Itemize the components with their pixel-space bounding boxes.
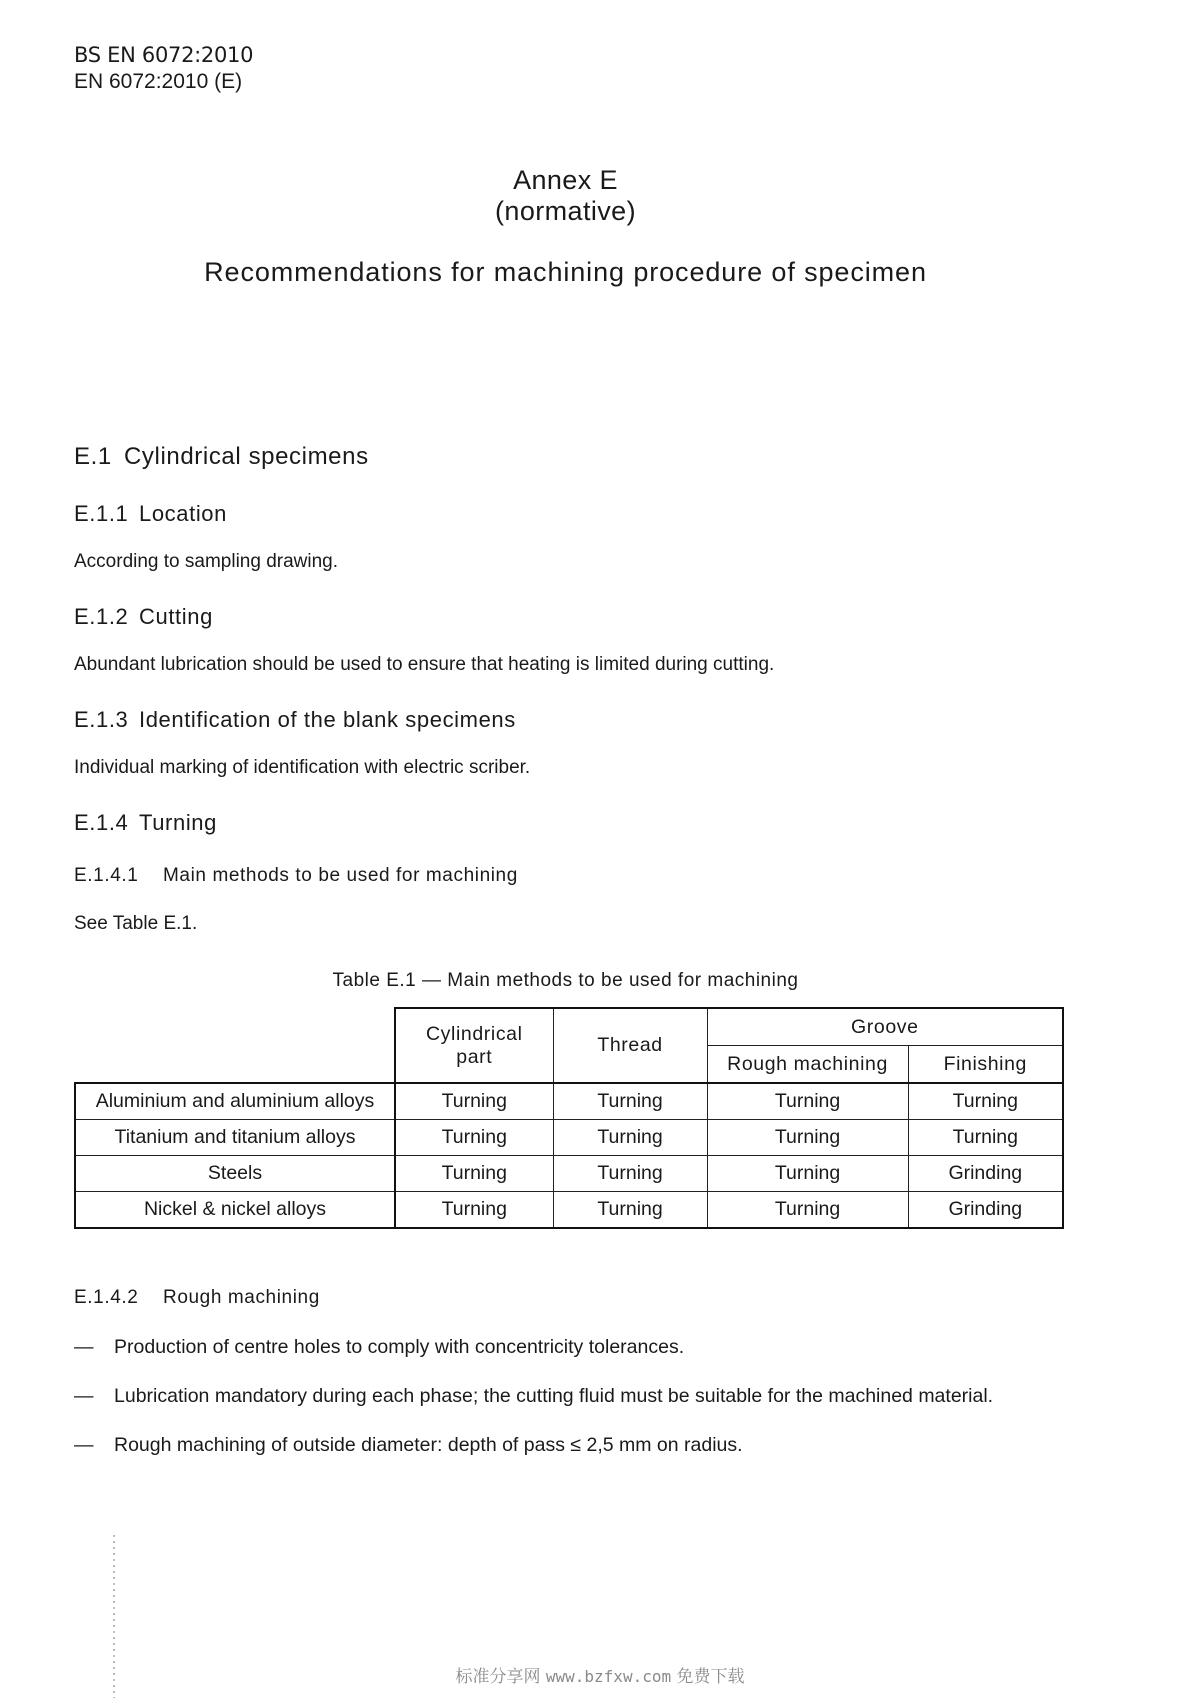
table-corner-cell — [75, 1008, 395, 1083]
section-e14-heading — [74, 810, 217, 836]
table-row — [75, 1120, 1063, 1156]
table-row — [75, 1156, 1063, 1192]
table-row — [75, 1192, 1063, 1229]
list-dash: — — [74, 1336, 94, 1358]
footer-watermark — [0, 1662, 1200, 1687]
list-item — [74, 1336, 684, 1359]
annex-title: Annex E — [513, 165, 618, 195]
section-number: E.1 — [74, 443, 112, 470]
document-code-en: EN 6072:2010 (E) — [74, 70, 243, 93]
header-thread: Thread — [553, 1008, 707, 1083]
cylindrical-cell: Turning — [395, 1156, 553, 1192]
section-number: E.1.4.1 — [74, 865, 139, 886]
section-number: E.1.3 — [74, 707, 129, 732]
section-title: Location — [139, 501, 227, 526]
cylindrical-cell: Turning — [395, 1083, 553, 1120]
rough-cell: Turning — [707, 1120, 908, 1156]
header-finishing: Finishing — [908, 1046, 1063, 1084]
finishing-cell: Grinding — [908, 1156, 1063, 1192]
rough-cell: Turning — [707, 1192, 908, 1229]
section-e13-text: Individual marking of identification with electric scriber. — [74, 757, 531, 778]
thread-cell: Turning — [553, 1192, 707, 1229]
section-e12-text: Abundant lubrication should be used to ensure that heating is limited during cutting. — [74, 654, 775, 675]
section-e12-heading — [74, 604, 213, 630]
section-title: Rough machining — [163, 1287, 320, 1308]
list-item — [74, 1434, 743, 1457]
header-groove: Groove — [707, 1008, 1063, 1046]
footer-url[interactable]: www.bzfxw.com — [545, 1667, 672, 1686]
section-e1-heading — [74, 443, 369, 471]
section-number: E.1.4 — [74, 810, 129, 835]
section-e13-heading — [74, 707, 516, 733]
rough-cell: Turning — [707, 1083, 908, 1120]
cylindrical-cell: Turning — [395, 1120, 553, 1156]
section-e142-heading — [74, 1287, 320, 1309]
table-row — [75, 1083, 1063, 1120]
footer-free-download: 免费下载 — [676, 1667, 745, 1687]
section-e141-heading — [74, 865, 518, 887]
material-cell: Aluminium and aluminium alloys — [75, 1083, 395, 1120]
annex-type: (normative) — [495, 196, 636, 226]
document-code: BS EN 6072:2010 — [74, 43, 254, 67]
section-title: Cylindrical specimens — [124, 443, 369, 470]
rough-cell: Turning — [707, 1156, 908, 1192]
section-e11-text: According to sampling drawing. — [74, 551, 339, 572]
list-item-text: Rough machining of outside diameter: depth of pass ≤ 2,5 mm on radius. — [114, 1434, 743, 1456]
list-item-text: Production of centre holes to comply with concentricity tolerances. — [114, 1336, 685, 1358]
material-cell: Nickel & nickel alloys — [75, 1192, 395, 1229]
header-cylindrical-part: Cylindrical part — [395, 1008, 553, 1083]
finishing-cell: Turning — [908, 1120, 1063, 1156]
list-item-text: Lubrication mandatory during each phase; the cutting fluid must be suitable for the machined material. — [114, 1385, 994, 1407]
footer-site-name: 标准分享网 — [455, 1667, 541, 1687]
table-header-row — [75, 1008, 1063, 1046]
annex-heading: Recommendations for machining procedure of specimen — [204, 257, 927, 287]
material-cell: Steels — [75, 1156, 395, 1192]
section-number: E.1.1 — [74, 501, 129, 526]
cylindrical-cell: Turning — [395, 1192, 553, 1229]
section-number: E.1.4.2 — [74, 1287, 139, 1308]
list-dash: — — [74, 1385, 94, 1407]
section-title: Turning — [139, 810, 217, 835]
section-title: Main methods to be used for machining — [163, 865, 518, 886]
section-number: E.1.2 — [74, 604, 129, 629]
finishing-cell: Turning — [908, 1083, 1063, 1120]
section-e141-text: See Table E.1. — [74, 913, 198, 934]
material-cell: Titanium and titanium alloys — [75, 1120, 395, 1156]
section-title: Identification of the blank specimens — [139, 707, 516, 732]
methods-table — [74, 1007, 1064, 1229]
thread-cell: Turning — [553, 1156, 707, 1192]
list-item — [74, 1385, 993, 1408]
section-title: Cutting — [139, 604, 213, 629]
thread-cell: Turning — [553, 1120, 707, 1156]
finishing-cell: Grinding — [908, 1192, 1063, 1229]
header-rough-machining: Rough machining — [707, 1046, 908, 1084]
table-caption: Table E.1 — Main methods to be used for machining — [332, 970, 799, 991]
section-e11-heading — [74, 501, 227, 527]
list-dash: — — [74, 1434, 94, 1456]
thread-cell: Turning — [553, 1083, 707, 1120]
